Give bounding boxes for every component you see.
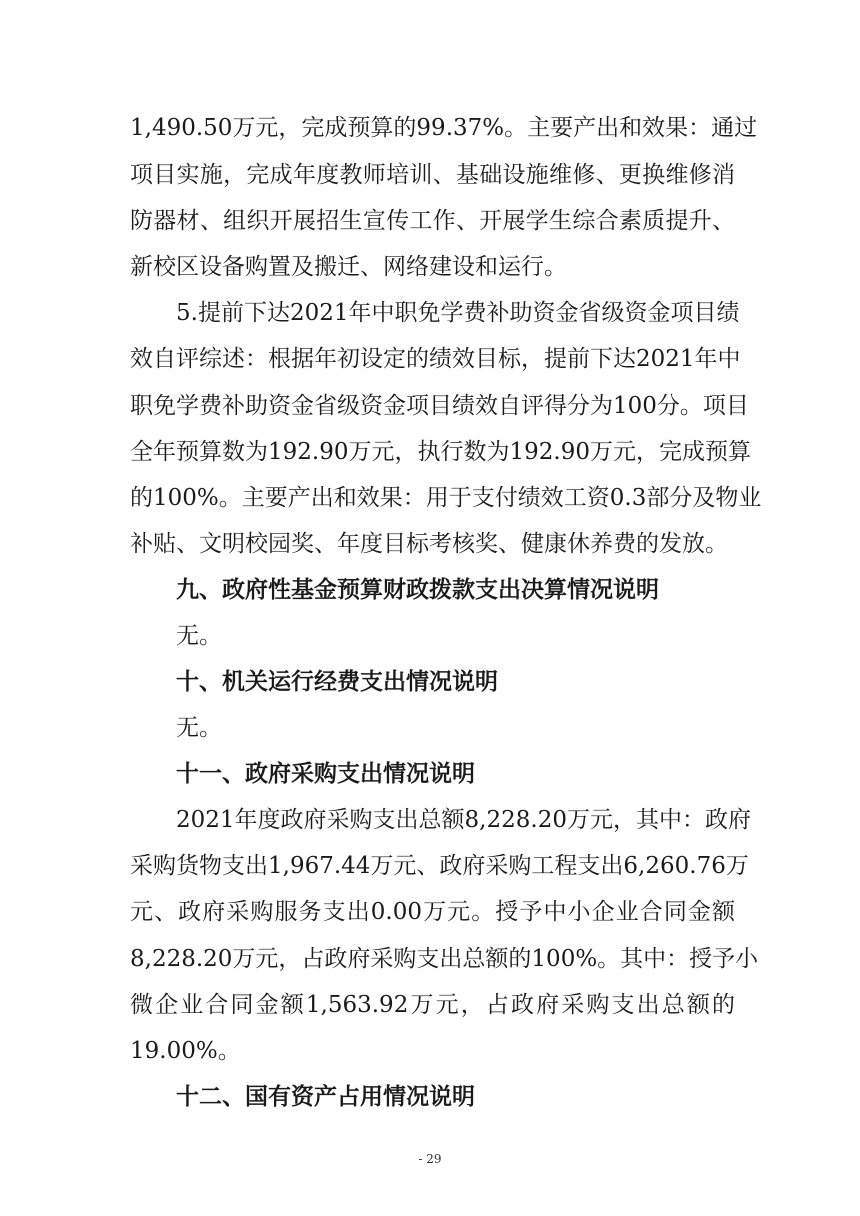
paragraph-line: 1,490.50万元，完成预算的99.37%。主要产出和效果：通过 bbox=[130, 115, 758, 141]
section-heading: 十二、国有资产占用情况说明 bbox=[176, 1084, 475, 1110]
paragraph-line: 19.00%。 bbox=[130, 1038, 241, 1064]
page-number: - 29 bbox=[418, 1152, 442, 1166]
paragraph-line: 新校区设备购置及搬迁、网络建设和运行。 bbox=[130, 254, 567, 280]
paragraph-line: 5.提前下达2021年中职免学费补助资金省级资金项目绩 bbox=[176, 300, 740, 326]
paragraph-line: 2021年度政府采购支出总额8,228.20万元，其中：政府 bbox=[176, 807, 751, 833]
paragraph-line: 职免学费补助资金省级资金项目绩效自评得分为100分。项目 bbox=[130, 393, 749, 419]
section-heading: 十一、政府采购支出情况说明 bbox=[176, 761, 475, 787]
section-heading: 九、政府性基金预算财政拨款支出决算情况说明 bbox=[176, 577, 659, 603]
section-heading: 十、机关运行经费支出情况说明 bbox=[176, 669, 498, 695]
paragraph-line: 8,228.20万元，占政府采购支出总额的100%。其中：授予小 bbox=[130, 946, 759, 972]
section-body: 无。 bbox=[176, 623, 222, 649]
section-body: 无。 bbox=[176, 715, 222, 741]
paragraph-line: 的100%。主要产出和效果：用于支付绩效工资0.3部分及物业 bbox=[130, 485, 762, 511]
paragraph-line: 元、政府采购服务支出0.00万元。授予中小企业合同金额 bbox=[130, 899, 735, 925]
paragraph-line: 采购货物支出1,967.44万元、政府采购工程支出6,260.76万 bbox=[130, 853, 749, 879]
paragraph-line: 微企业合同金额1,563.92万元，占政府采购支出总额的 bbox=[130, 992, 735, 1018]
paragraph-line: 效自评综述：根据年初设定的绩效目标，提前下达2021年中 bbox=[130, 346, 741, 372]
paragraph-line: 全年预算数为192.90万元，执行数为192.90万元，完成预算 bbox=[130, 439, 751, 465]
paragraph-line: 防器材、组织开展招生宣传工作、开展学生综合素质提升、 bbox=[130, 208, 735, 234]
paragraph-line: 项目实施，完成年度教师培训、基础设施维修、更换维修消 bbox=[130, 162, 735, 188]
paragraph-line: 补贴、文明校园奖、年度目标考核奖、健康休养费的发放。 bbox=[130, 531, 728, 557]
